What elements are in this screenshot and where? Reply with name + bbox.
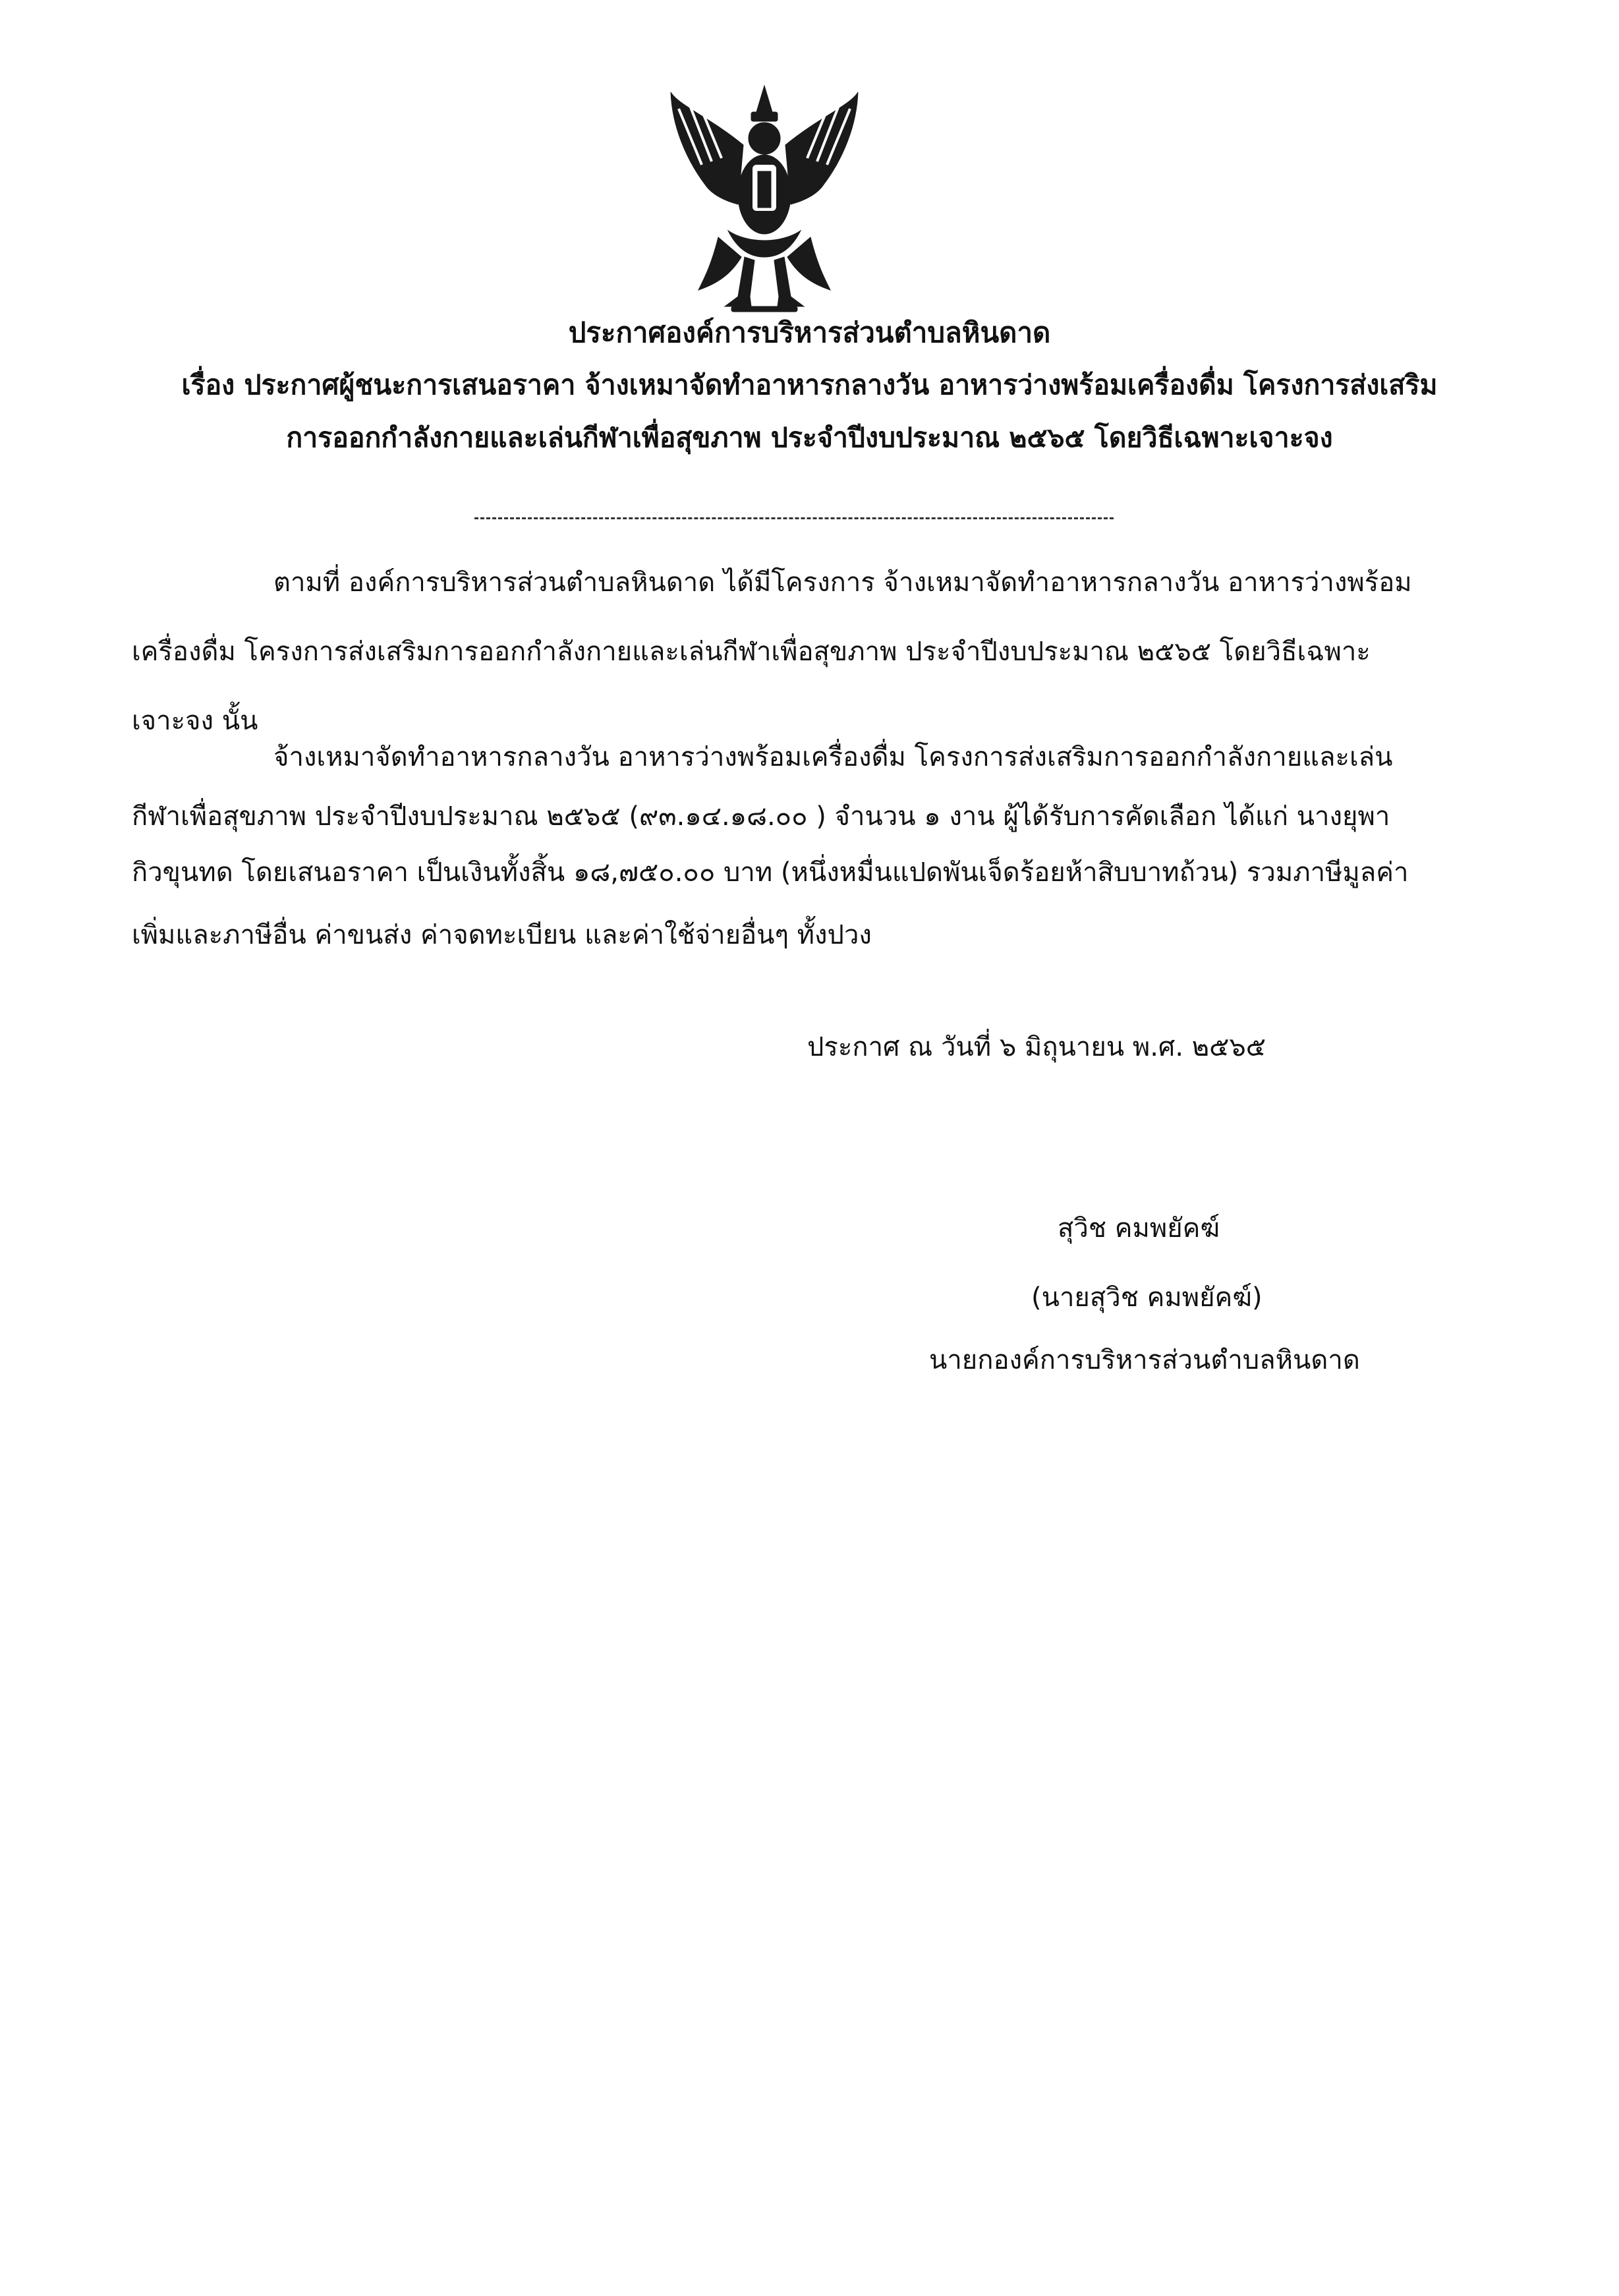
garuda-emblem-icon (666, 79, 863, 316)
announcement-date: ประกาศ ณ วันที่ ๖ มิถุนายน พ.ศ. ๒๕๖๕ (807, 1032, 1266, 1062)
paragraph-2-line-3: กิวขุนทด โดยเสนอราคา เป็นเงินทั้งสิ้น ๑๘,๗๕๐.๐๐ บาท (หนึ่งหมื่นแปดพันเจ็ดร้อยห้าสิบบาทถ้วน) รวมภาษีมูลค่า (132, 857, 1409, 888)
paragraph-2-line-1: จ้างเหมาจัดทำอาหารกลางวัน อาหารว่างพร้อมเครื่องดื่ม โครงการส่งเสริมการออกกำลังกายและเล่น (273, 742, 1393, 772)
paragraph-1-line-1: ตามที่ องค์การบริหารส่วนตำบลหินดาด ได้มีโครงการ จ้างเหมาจัดทำอาหารกลางวัน อาหารว่างพร้อม (273, 567, 1412, 598)
paragraph-1-line-2: เครื่องดื่ม โครงการส่งเสริมการออกกำลังกายและเล่นกีฬาเพื่อสุขภาพ ประจำปีงบประมาณ ๒๕๖๕ โดยวิธีเฉพาะ (132, 637, 1371, 667)
signature-name: สุวิช คมพยัคฆ์ (1058, 1213, 1220, 1244)
paragraph-2-line-2: กีฬาเพื่อสุขภาพ ประจำปีงบประมาณ ๒๕๖๕ (๙๓.๑๔.๑๘.๐๐ ) จำนวน ๑ งาน ผู้ได้รับการคัดเลือก ได้แก่ นางยุพา (132, 801, 1390, 832)
paragraph-1-line-3: เจาะจง นั้น (132, 706, 258, 736)
subject-line-2: การออกกำลังกายและเล่นกีฬาเพื่อสุขภาพ ประจำปีงบประมาณ ๒๕๖๕ โดยวิธีเฉพาะเจาะจง (286, 422, 1333, 453)
printed-name: (นายสุวิช คมพยัคฆ์) (1031, 1282, 1263, 1313)
signer-position: นายกองค์การบริหารส่วนตำบลหินดาด (929, 1345, 1360, 1375)
organization-title: ประกาศองค์การบริหารส่วนตำบลหินดาด (568, 316, 1051, 349)
separator-line (474, 517, 1114, 519)
paragraph-2-line-4: เพิ่มและภาษีอื่น ค่าขนส่ง ค่าจดทะเบียน และค่าใช้จ่ายอื่นๆ ทั้งปวง (132, 920, 872, 950)
subject-line-1: เรื่อง ประกาศผู้ชนะการเสนอราคา จ้างเหมาจัดทำอาหารกลางวัน อาหารว่างพร้อมเครื่องดื่ม โครงการส่งเสริม (181, 369, 1438, 401)
